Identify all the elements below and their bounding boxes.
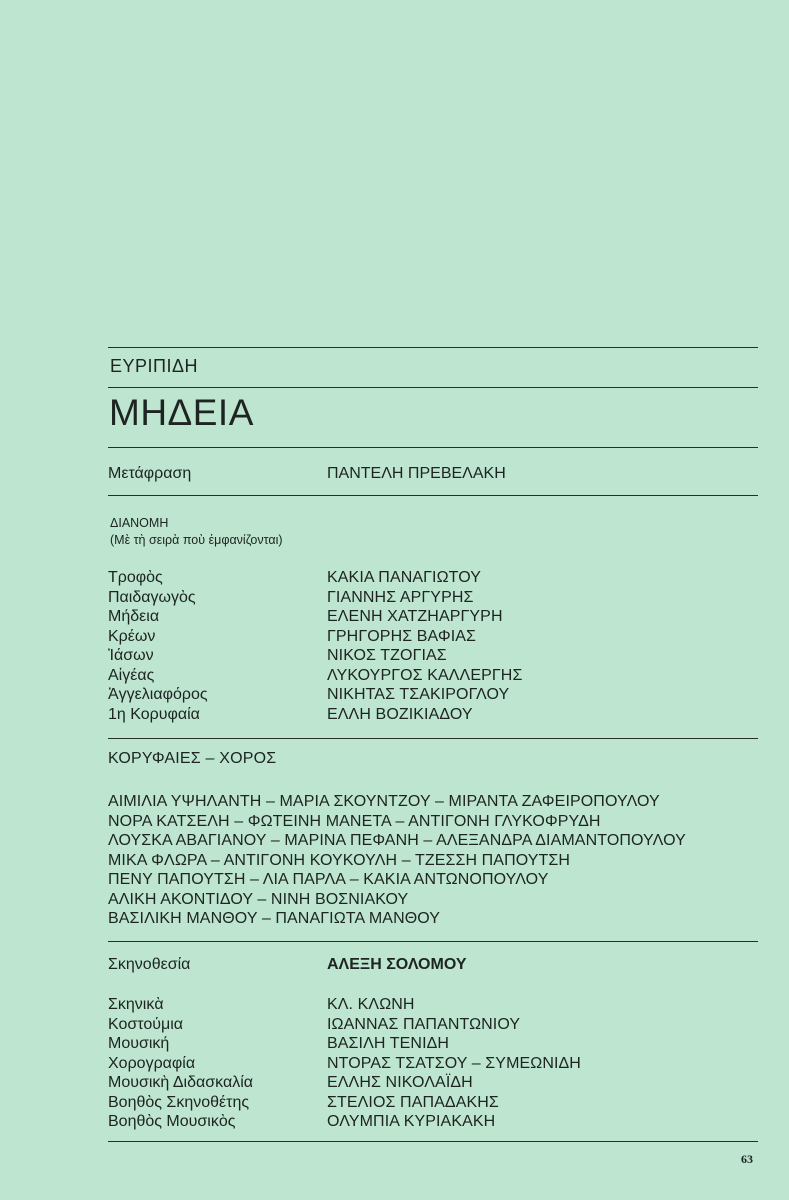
cast-row: [0, 686, 789, 706]
cast-actor: ΓΡΗΓΟΡΗΣ ΒΑΦΙΑΣ: [327, 627, 477, 645]
direction-label: Σκηνοθεσία: [108, 956, 191, 973]
cast-role: Αἰγέας: [108, 666, 155, 684]
cast-row: [0, 628, 789, 648]
crew-row: [0, 1055, 789, 1075]
cast-role: Κρέων: [108, 627, 156, 645]
crew-member: ΙΩΑΝΝΑΣ ΠΑΠΑΝΤΩΝΙΟΥ: [327, 1015, 521, 1033]
chorus-line: ΜΙΚΑ ΦΛΩΡΑ – ΑΝΤΙΓΟΝΗ ΚΟΥΚΟΥΛΗ – ΤΖΕΣΣΗ ΠΑΠΟΥΤΣΗ: [108, 851, 571, 869]
cast-row: [0, 608, 789, 628]
crew-member: ΚΛ. ΚΛΩΝΗ: [327, 996, 415, 1013]
chorus-line: ΛΟΥΣΚΑ ΑΒΑΓΙΑΝΟΥ – ΜΑΡΙΝΑ ΠΕΦΑΝΗ – ΑΛΕΞΑΝΔΡΑ ΔΙΑΜΑΝΤΟΠΟΥΛΟΥ: [108, 832, 686, 849]
cast-row: [0, 647, 789, 667]
chorus-line: ΑΛΙΚΗ ΑΚΟΝΤΙΔΟΥ – ΝΙΝΗ ΒΟΣΝΙΑΚΟΥ: [108, 890, 409, 908]
cast-actor: ΚΑΚΙΑ ΠΑΝΑΓΙΩΤΟΥ: [327, 569, 482, 586]
crew-role: Σκηνικὰ: [108, 996, 164, 1013]
author-name: ΕΥΡΙΠΙΔΗ: [110, 356, 199, 376]
chorus-line: ΒΑΣΙΛΙΚΗ ΜΑΝΘΟΥ – ΠΑΝΑΓΙΩΤΑ ΜΑΝΘΟΥ: [108, 910, 441, 927]
crew-row: [0, 1016, 789, 1036]
cast-role: Παιδαγωγὸς: [108, 588, 196, 606]
cast-row: [0, 569, 789, 589]
cast-actor: ΝΙΚΟΣ ΤΖΟΓΙΑΣ: [327, 647, 447, 664]
crew-role: Μουσικὴ Διδασκαλία: [108, 1074, 253, 1091]
crew-member: ΒΑΣΙΛΗ ΤΕΝΙΔΗ: [327, 1035, 450, 1052]
chorus-line: ΑΙΜΙΛΙΑ ΥΨΗΛΑΝΤΗ – ΜΑΡΙΑ ΣΚΟΥΝΤΖΟΥ – ΜΙΡΑΝΤΑ ΖΑΦΕΙΡΟΠΟΥΛΟΥ: [108, 793, 660, 810]
crew-row: [0, 1094, 789, 1114]
divider: [108, 738, 758, 739]
crew-role: Βοηθὸς Μουσικὸς: [108, 1113, 236, 1130]
divider: [108, 347, 758, 348]
chorus-line: ΠΕΝΥ ΠΑΠΟΥΤΣΗ – ΛΙΑ ΠΑΡΛΑ – ΚΑΚΙΑ ΑΝΤΩΝΟΠΟΥΛΟΥ: [108, 871, 549, 888]
cast-actor: ΛΥΚΟΥΡΓΟΣ ΚΑΛΛΕΡΓΗΣ: [327, 666, 523, 684]
chorus-line: ΝΟΡΑ ΚΑΤΣΕΛΗ – ΦΩΤΕΙΝΗ ΜΑΝΕΤΑ – ΑΝΤΙΓΟΝΗ ΓΛΥΚΟΦΡΥΔΗ: [108, 812, 601, 830]
cast-actor: ΓΙΑΝΝΗΣ ΑΡΓΥΡΗΣ: [327, 588, 474, 606]
crew-role: Κοστούμια: [108, 1015, 184, 1033]
cast-actor: ΝΙΚΗΤΑΣ ΤΣΑΚΙΡΟΓΛΟΥ: [327, 686, 510, 703]
divider: [108, 1141, 758, 1142]
cast-role: Ἰάσων: [108, 647, 154, 664]
cast-heading: ΔΙΑΝΟΜΗ: [110, 516, 169, 530]
cast-role: 1η Κορυφαία: [108, 705, 200, 723]
cast-actor: ΕΛΛΗ ΒΟΖΙΚΙΑΔΟΥ: [327, 705, 473, 723]
cast-role: Ἀγγελιαφόρος: [108, 686, 208, 703]
divider: [108, 447, 758, 448]
crew-role: Χορογραφία: [108, 1054, 196, 1072]
cast-row: [0, 667, 789, 687]
play-title: ΜΗΔΕΙΑ: [109, 392, 254, 433]
crew-member: ΣΤΕΛΙΟΣ ΠΑΠΑΔΑΚΗΣ: [327, 1093, 499, 1111]
crew-member: ΕΛΛΗΣ ΝΙΚΟΛΑΪΔΗ: [327, 1074, 473, 1091]
crew-role: Βοηθὸς Σκηνοθέτης: [108, 1093, 250, 1111]
cast-subheading: (Μὲ τὴ σειρὰ ποὺ ἐμφανίζονται): [110, 533, 283, 547]
crew-row: [0, 1074, 789, 1094]
translation-label: Μετάφραση: [108, 465, 192, 482]
chorus-heading: ΚΟΡΥΦΑΙΕΣ – ΧΟΡΟΣ: [108, 750, 277, 767]
divider: [108, 941, 758, 942]
divider: [108, 387, 758, 388]
translator-name: ΠΑΝΤΕΛΗ ΠΡΕΒΕΛΑΚΗ: [327, 465, 506, 482]
cast-actor: ΕΛΕΝΗ ΧΑΤΖΗΑΡΓΥΡΗ: [327, 608, 503, 625]
cast-row: [0, 706, 789, 726]
director-name: ΑΛΕΞΗ ΣΟΛΟΜΟΥ: [327, 956, 467, 973]
crew-member: ΟΛΥΜΠΙΑ ΚΥΡΙΑΚΑΚΗ: [327, 1113, 496, 1130]
crew-row: [0, 1113, 789, 1133]
crew-row: [0, 996, 789, 1016]
crew-row: [0, 1035, 789, 1055]
cast-role: Τροφὸς: [108, 569, 163, 586]
crew-member: ΝΤΟΡΑΣ ΤΣΑΤΣΟΥ – ΣΥΜΕΩΝΙΔΗ: [327, 1054, 581, 1072]
cast-role: Μήδεια: [108, 608, 160, 625]
crew-role: Μουσική: [108, 1035, 170, 1052]
divider: [108, 495, 758, 496]
page-number: 63: [741, 1152, 753, 1166]
cast-row: [0, 589, 789, 609]
